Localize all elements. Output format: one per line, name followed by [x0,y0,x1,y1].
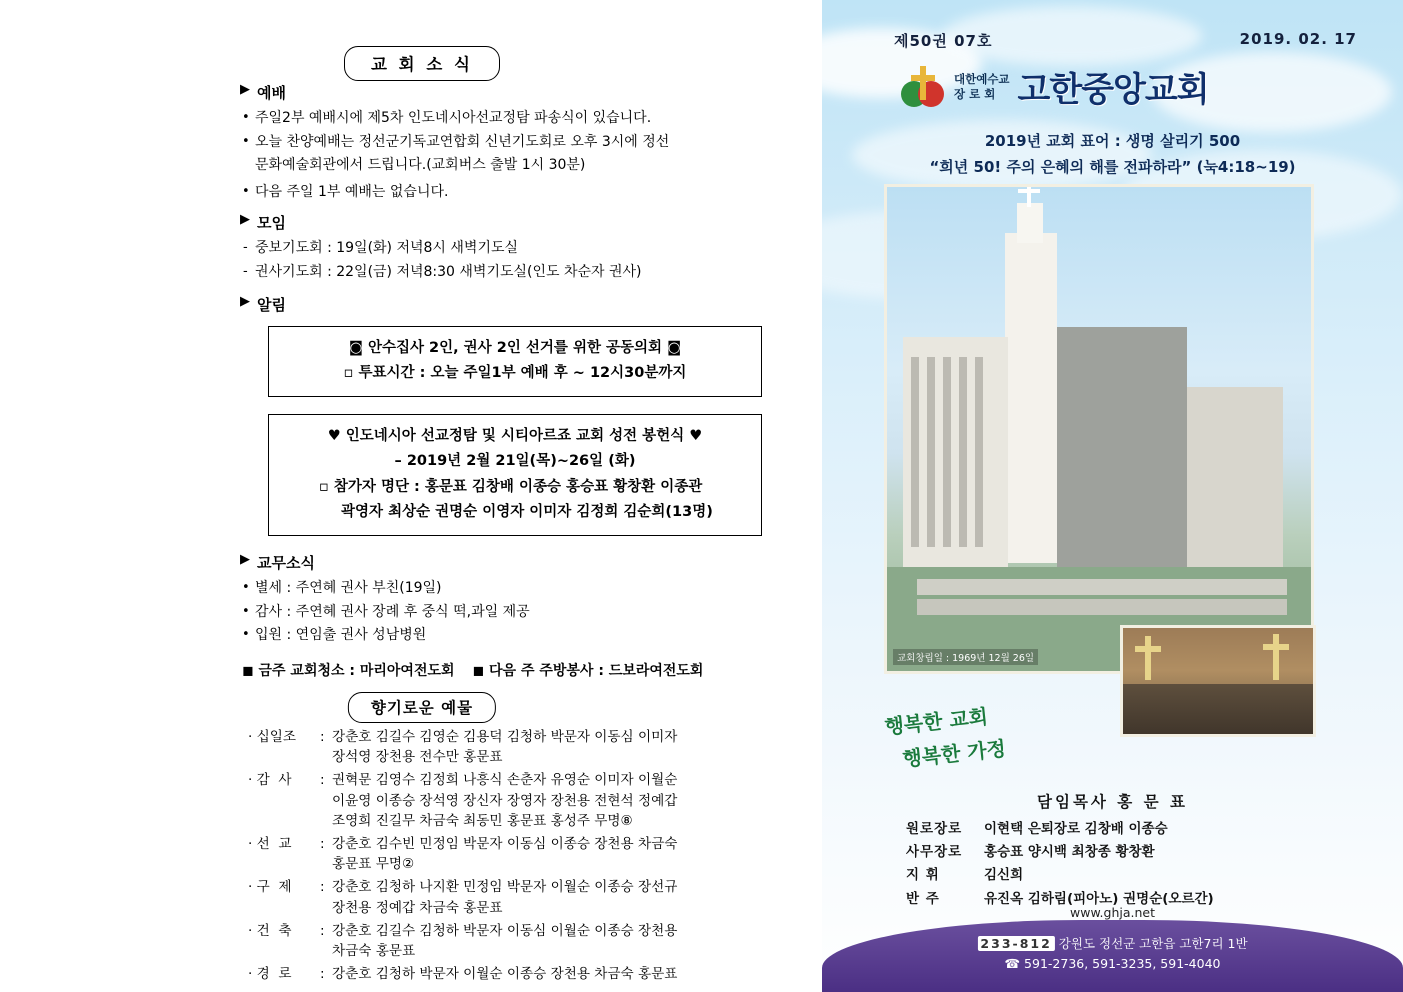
staff-role: 원로장로 [906,821,963,837]
offering-names [332,921,808,962]
offering-label: · 감 사 [248,770,320,831]
offering-label: · 경 로 [248,964,320,984]
cross-emblem-icon [900,64,946,110]
congregation-photo [1120,625,1316,737]
name-line: 장석영 장천용 전수만 홍문표 [332,749,503,766]
website-url[interactable]: www.ghja.net [1070,905,1155,920]
colon: : [320,772,325,789]
staff-names: 홍승표 양시백 최창종 황창환 [984,844,1155,861]
calligraphy-line-1: 행복한 교회 [883,704,989,739]
list-item: • 다음 주일 1부 예배는 없습니다. [240,181,800,204]
mission-dates: – 2019년 2월 21일(목)~26일 (화) [394,453,636,470]
offering-row [248,877,808,918]
offering-label: · 구 제 [248,877,320,918]
offering-title: 향기로운 예물 [348,692,496,723]
offering-names [332,834,808,875]
offering-label: · 건 축 [248,921,320,962]
denomination-name [954,72,1010,101]
address-row [977,934,1247,952]
worship-list-2 [240,181,800,204]
name-line: 강춘호 김길수 김청하 박문자 이동심 이월순 이종승 장천용 [332,922,678,939]
section-church-affairs-label: 교무소식 [257,554,315,572]
postal-code: 233-812 [977,936,1054,951]
offering-row [248,770,808,831]
denomination-line-2: 장 로 회 [954,86,996,101]
church-motto-year: 2019년 교회 표어 : 생명 살리기 500 [984,132,1241,150]
offering-row [248,921,808,962]
offering-names [332,770,808,831]
staff-role: 지 휘 [906,867,940,884]
page-title: 교 회 소 식 [344,46,500,81]
section-church-affairs-heading [240,552,800,573]
list-item: • 별세 : 주연혜 권사 부친(19일) [240,577,800,600]
section-meetings-label: 모임 [257,214,286,232]
triangle-icon: ▶ [240,552,250,567]
name-line: 권혁문 김영수 김정희 나흥식 손춘자 유영순 이미자 이월순 [332,772,678,789]
street-address: 강원도 정선군 고한읍 고한7리 1반 [1058,936,1248,951]
church-building-photo [884,184,1314,674]
section-church-affairs [240,552,800,648]
church-name: 고한중앙교회 [1017,70,1209,110]
senior-pastor: 담임목사 홍 문 표 [1036,793,1189,811]
staff-list [906,818,1336,911]
footer-banner [822,920,1403,992]
section-notice-heading [240,294,800,315]
staff-row [906,841,1336,864]
worship-continued: 문화예술회관에서 드립니다.(교회버스 출발 1시 30분) [255,157,586,174]
staff-role: 반 주 [906,890,940,907]
mission-title: ♥ 인도네시아 선교정탐 및 시티아르죠 교회 성전 봉헌식 ♥ [327,428,703,444]
affairs-list [240,577,800,647]
triangle-icon: ▶ [240,82,250,97]
name-line: 이윤영 이종승 장석영 장신자 장영자 장천용 전현석 정예갑 [332,792,678,809]
staff-row [906,818,1336,841]
offering-row [248,964,808,984]
section-notice-label: 알림 [257,296,286,314]
staff-names: 이현택 은퇴장로 김창배 이종승 [984,821,1168,837]
colon: : [320,922,325,939]
name-line: 장천용 정예갑 차금숙 홍문표 [332,899,503,916]
offering-row [248,834,808,875]
name-line: 강춘호 김청하 박문자 이월순 이종승 장천용 차금숙 홍문표 [332,965,678,982]
meetings-list [240,237,800,283]
mission-participants: ▫ 참가자 명단 : 홍문표 김창배 이종승 홍승표 황창환 이종관 [319,478,703,495]
section-worship-label: 예배 [257,84,286,102]
colon: : [320,729,325,745]
offering-names [332,727,808,768]
issue-date: 2019. 02. 17 [1239,30,1357,48]
denomination-line-1: 대한예수교 [954,72,1010,87]
name-line: 홍문표 무명② [332,856,415,873]
notice-box-election [268,326,762,397]
section-worship-heading [240,82,800,103]
colon: : [320,965,325,982]
list-item: • 입원 : 연임출 권사 성남병원 [240,624,800,647]
volume-number: 제50권 07호 [894,32,993,50]
staff-names: 유진옥 김하림(피아노) 권명순(오르간) [984,890,1214,907]
name-line: 강춘호 김길수 김영순 김용덕 김청하 박문자 이동심 이미자 [332,729,678,745]
offering-names [332,964,808,984]
name-line: 차금숙 홍문표 [332,942,416,959]
colon: : [320,835,325,852]
name-line: 강춘호 김수빈 민정임 박문자 이동심 이종승 장천용 차금숙 [332,835,678,852]
election-title: ◙ 안수집사 2인, 권사 2인 선거를 위한 공동의회 ◙ [348,340,682,356]
list-item: • 오늘 찬양예배는 정선군기독교연합회 신년기도회로 오후 3시에 정선 [240,131,800,154]
name-line: 조영희 진길무 차금숙 최동민 홍문표 홍성주 무명⑧ [332,813,633,830]
worship-list [240,107,800,153]
list-item: - 권사기도회 : 22일(금) 저녁8:30 새벽기도실(인도 차순자 권사) [240,261,800,284]
offering-label: · 선 교 [248,834,320,875]
photo-caption: 교회창립일 : 1969년 12월 26일 [893,649,1038,665]
church-motto-verse: “희년 50! 주의 은혜의 해를 전파하라” (눅4:18~19) [929,158,1296,176]
church-logo-block [900,62,1209,111]
section-worship [240,82,800,205]
offering-row [248,727,808,768]
list-item: - 중보기도회 : 19일(화) 저녁8시 새벽기도실 [240,237,800,260]
mission-participants-2: 곽영자 최상순 권명순 이영자 이미자 김정희 김순희(13명) [341,504,713,521]
list-item: • 주일2부 예배시에 제5차 인도네시아선교정탐 파송식이 있습니다. [240,107,800,130]
offering-label: · 십일조 [248,727,320,768]
staff-names: 김신희 [984,867,1024,884]
colon: : [320,879,325,896]
staff-role: 사무장로 [906,844,963,861]
section-meetings-heading [240,212,800,233]
offering-list [248,727,808,987]
section-meetings [240,212,800,284]
triangle-icon: ▶ [240,294,250,309]
notice-box-mission [268,414,762,536]
staff-row [906,864,1336,887]
cleaning-duty: ◼ 금주 교회청소 : 마리아여전도회 [242,663,455,679]
kitchen-duty: ◼ 다음 주 주방봉사 : 드보라여전도회 [472,663,704,679]
calligraphy-line-2: 행복한 가정 [901,736,1007,771]
name-line: 강춘호 김청하 나지환 민정임 박문자 이월순 이종승 장선규 [332,879,678,896]
triangle-icon: ▶ [240,212,250,227]
duty-row [242,660,703,680]
election-time: ▫ 투표시간 : 오늘 주일1부 예배 후 ~ 12시30분까지 [343,365,687,382]
calligraphy-block [884,700,1094,770]
phone-numbers: ☎ 591-2736, 591-3235, 591-4040 [1004,956,1221,971]
right-panel [822,0,1403,992]
section-notice [240,294,800,315]
offering-names [332,877,808,918]
list-item: • 감사 : 주연혜 권사 장례 후 중식 떡,과일 제공 [240,601,800,624]
